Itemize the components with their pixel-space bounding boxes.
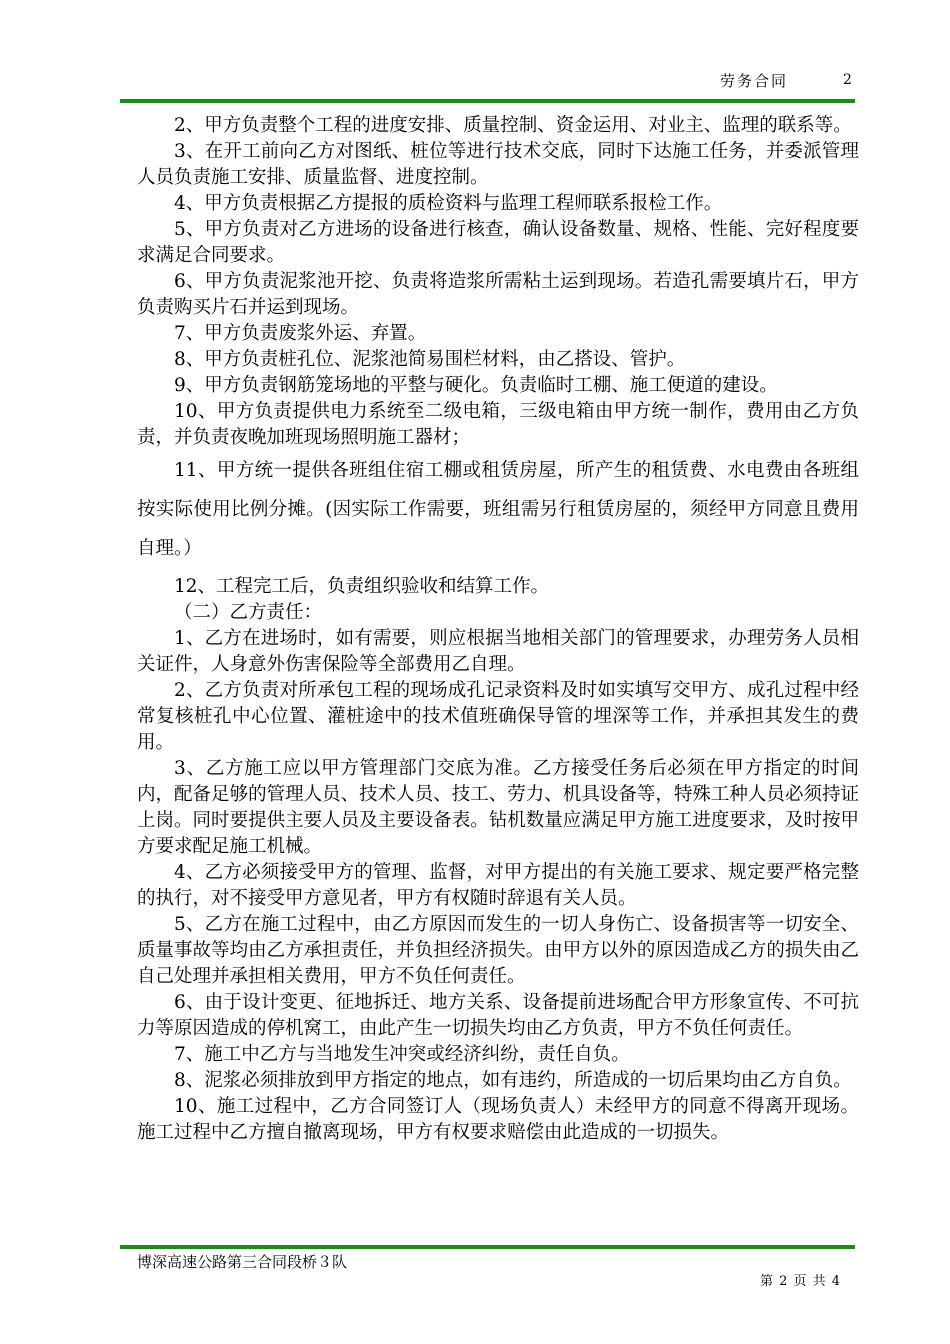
header-page-number: 2 [843, 72, 852, 88]
clause-b8: 8、泥浆必须排放到甲方指定的地点，如有违约，所造成的一切后果均由乙方自负。 [174, 1070, 852, 1091]
clause-a8: 8、甲方负责桩孔位、泥浆池简易围栏材料，由乙搭设、管护。 [174, 349, 686, 370]
clause-b10: 10、施工过程中，乙方合同签订人（现场负责人）未经甲方的同意不得离开现场。施工过程中乙方擅自撤离现场，甲方有权要求赔偿由此造成的一切损失。 [137, 1096, 859, 1143]
clause-a6: 6、甲方负责泥浆池开挖、负责将造浆所需粘土运到现场。若造孔需要填片石，甲方负责购买片石并运到现场。 [137, 271, 859, 318]
clause-a12: 12、工程完工后，负责组织验收和结算工作。 [174, 576, 550, 597]
clause-a5: 5、甲方负责对乙方进场的设备进行核查，确认设备数量、规格、性能、完好程度要求满足合同要求。 [137, 219, 859, 266]
footer-project-name: 博深高速公路第三合同段桥３队 [137, 1253, 348, 1271]
clause-b4: 4、乙方必须接受甲方的管理、监督，对甲方提出的有关施工要求、规定要严格完整的执行，对不接受甲方意见者，甲方有权随时辞退有关人员。 [137, 862, 859, 909]
section-heading-party-b: （二）乙方责任： [174, 602, 323, 623]
clause-a11: 11、甲方统一提供各班组住宿工棚或租赁房屋，所产生的租赁费、水电费由各班组按实际使用比例分摊。(因实际工作需要，班组需另行租赁房屋的，须经甲方同意且费用自理。） [137, 460, 859, 559]
clause-b7: 7、施工中乙方与当地发生冲突或经济纠纷，责任自负。 [174, 1044, 630, 1065]
clause-a3: 3、在开工前向乙方对图纸、桩位等进行技术交底，同时下达施工任务，并委派管理人员负责施工安排、质量监督、进度控制。 [137, 141, 859, 188]
clause-a7: 7、甲方负责废浆外运、弃置。 [174, 323, 427, 344]
clause-a10: 10、甲方负责提供电力系统至二级电箱，三级电箱由甲方统一制作，费用由乙方负责，并负责夜晚加班现场照明施工器材； [137, 401, 859, 448]
clause-b1: 1、乙方在进场时，如有需要，则应根据当地相关部门的管理要求，办理劳务人员相关证件，人身意外伤害保险等全部费用乙自理。 [137, 628, 859, 675]
clause-b2: 2、乙方负责对所承包工程的现场成孔记录资料及时如实填写交甲方、成孔过程中经常复核桩孔中心位置、灌桩途中的技术值班确保导管的埋深等工作，并承担其发生的费用。 [137, 680, 859, 753]
header-divider [120, 99, 855, 103]
contract-body [137, 113, 859, 1146]
header-title: 劳务合同 [720, 72, 789, 90]
clause-b6: 6、由于设计变更、征地拆迁、地方关系、设备提前进场配合甲方形象宣传、不可抗力等原因造成的停机窝工，由此产生一切损失均由乙方负责，甲方不负任何责任。 [137, 992, 859, 1039]
clause-a9: 9、甲方负责钢筋笼场地的平整与硬化。负责临时工棚、施工便道的建设。 [174, 375, 778, 396]
clause-a2: 2、甲方负责整个工程的进度安排、质量控制、资金运用、对业主、监理的联系等。 [174, 115, 852, 136]
clause-b5: 5、乙方在施工过程中，由乙方原因而发生的一切人身伤亡、设备损害等一切安全、质量事故等均由乙方承担责任，并负担经济损失。由甲方以外的原因造成乙方的损失由乙自己处理并承担相关费用，甲方不负任何责任。 [137, 914, 859, 987]
footer-divider [120, 1245, 855, 1249]
clause-a4: 4、甲方负责根据乙方提报的质检资料与监理工程师联系报检工作。 [174, 193, 723, 214]
clause-b3: 3、乙方施工应以甲方管理部门交底为准。乙方接受任务后必须在甲方指定的时间内，配备足够的管理人员、技术人员、技工、劳力、机具设备等，特殊工种人员必须持证上岗。同时要提供主要人员及主要设备表。钻机数量应满足甲方施工进度要求，及时按甲方要求配足施工机械。 [137, 758, 859, 857]
footer-page-count: 第 2 页 共 4 [760, 1274, 842, 1289]
